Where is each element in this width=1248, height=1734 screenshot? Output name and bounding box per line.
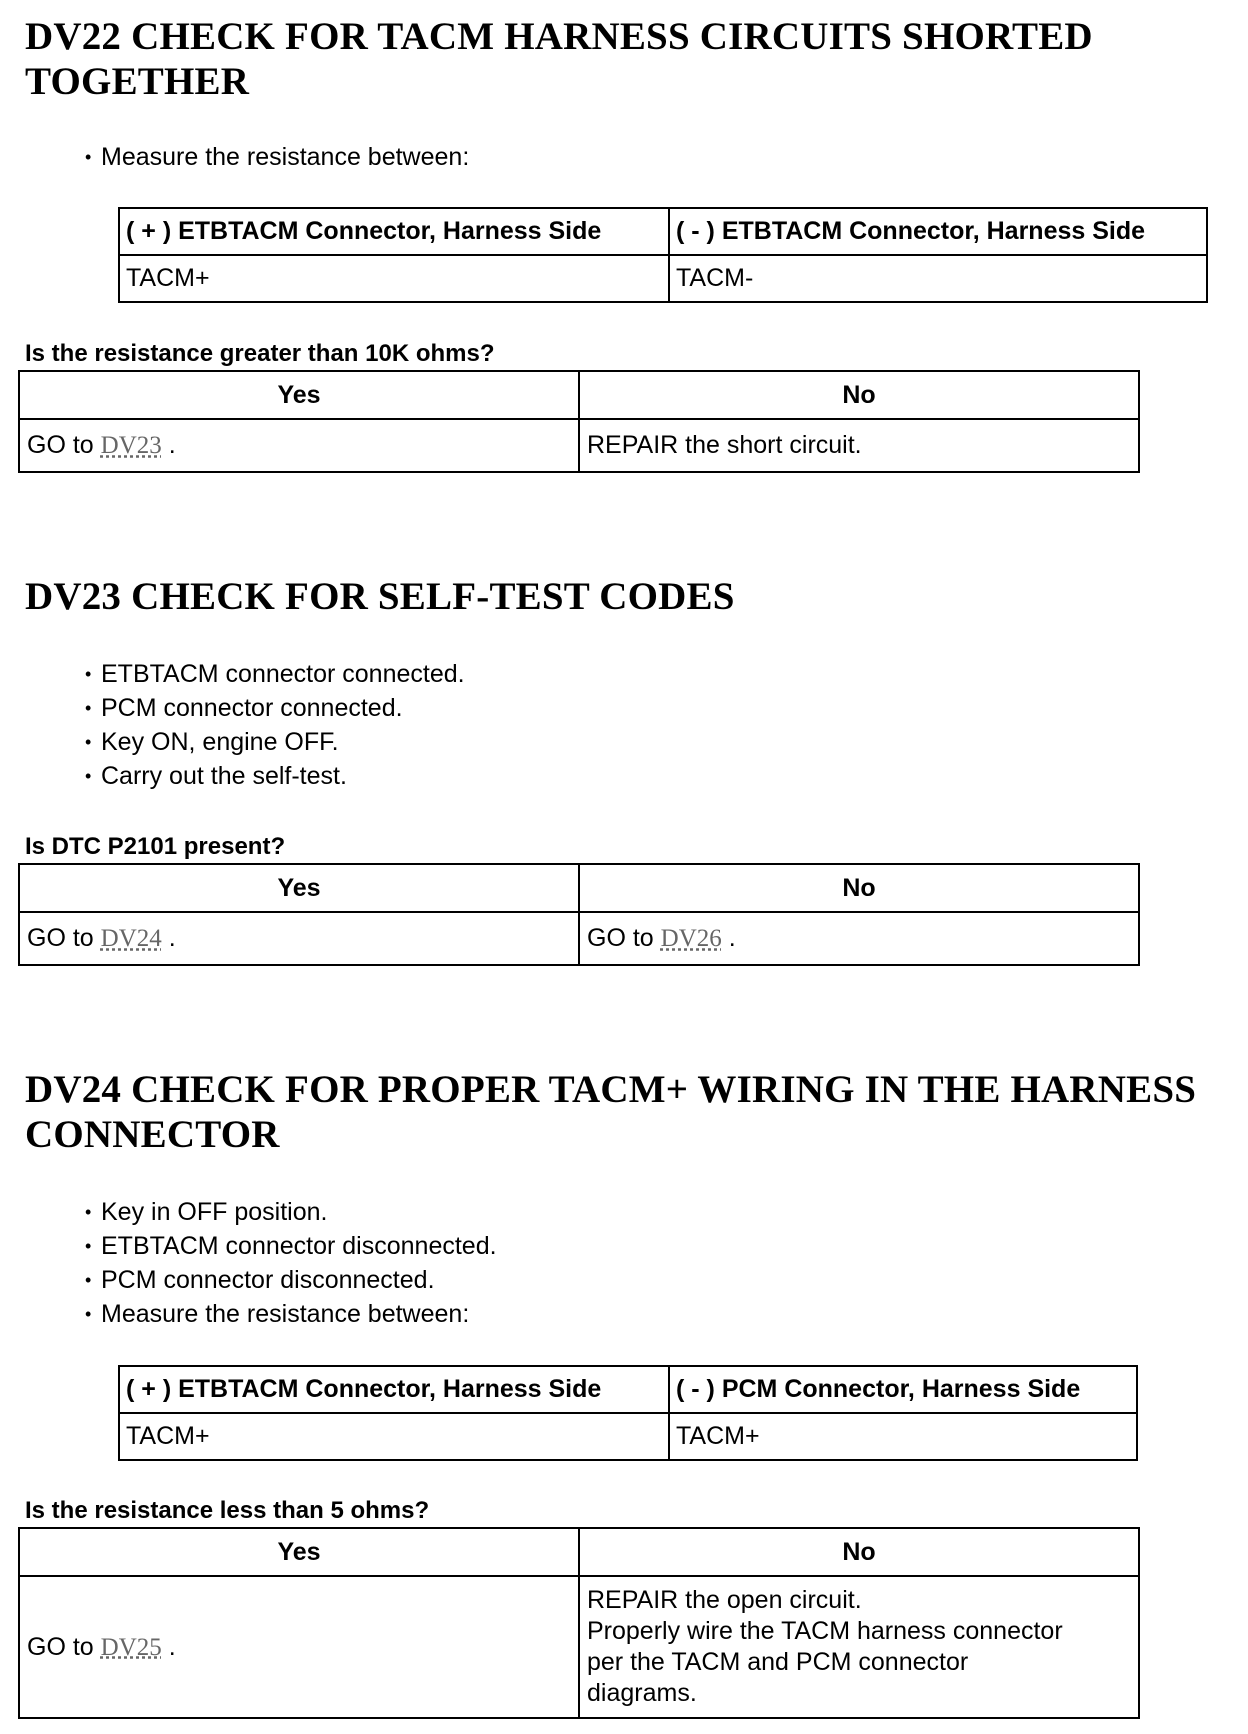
list-item: • Carry out the self-test.	[85, 759, 465, 793]
dv22-bullet-list	[85, 140, 469, 174]
negative-connector-header: ( - ) PCM Connector, Harness Side	[669, 1366, 1137, 1413]
bullet-icon: •	[85, 698, 92, 718]
dv24-question: Is the resistance less than 5 ohms?	[25, 1497, 430, 1524]
dv22-connector-table	[118, 207, 1208, 303]
dv22-result-table	[18, 370, 1140, 473]
dv23-result-table	[18, 863, 1140, 966]
table-row	[19, 371, 1139, 419]
yes-action: GO to DV24 .	[19, 912, 579, 965]
yes-header: Yes	[19, 1528, 579, 1576]
dv23-bullet-list	[85, 657, 465, 793]
table-row	[19, 864, 1139, 912]
table-row	[119, 1413, 1137, 1460]
list-item: • Measure the resistance between:	[85, 1297, 497, 1331]
table-row	[119, 1366, 1137, 1413]
negative-pin: TACM+	[669, 1413, 1137, 1460]
positive-pin: TACM+	[119, 1413, 669, 1460]
no-header: No	[579, 864, 1139, 912]
dv22-section	[25, 14, 1205, 104]
list-item: • PCM connector disconnected.	[85, 1263, 497, 1297]
dv23-title: DV23 CHECK FOR SELF-TEST CODES	[25, 575, 735, 618]
dv24-section	[25, 1067, 1225, 1157]
no-header: No	[579, 371, 1139, 419]
dv23-question: Is DTC P2101 present?	[25, 833, 286, 860]
positive-connector-header: ( + ) ETBTACM Connector, Harness Side	[119, 208, 669, 255]
dv24-link[interactable]: DV24	[100, 925, 162, 952]
table-row	[119, 255, 1207, 302]
list-item: • ETBTACM connector disconnected.	[85, 1229, 497, 1263]
no-header: No	[579, 1528, 1139, 1576]
bullet-icon: •	[85, 664, 92, 684]
bullet-icon: •	[85, 147, 92, 167]
bullet-icon: •	[85, 1202, 92, 1222]
table-row	[19, 1528, 1139, 1576]
dv24-bullet-list	[85, 1195, 497, 1331]
list-item: • Measure the resistance between:	[85, 140, 469, 174]
negative-connector-header: ( - ) ETBTACM Connector, Harness Side	[669, 208, 1207, 255]
table-row	[19, 912, 1139, 965]
list-item: • ETBTACM connector connected.	[85, 657, 465, 691]
positive-connector-header: ( + ) ETBTACM Connector, Harness Side	[119, 1366, 669, 1413]
list-item: • PCM connector connected.	[85, 691, 465, 725]
list-item: • Key ON, engine OFF.	[85, 725, 465, 759]
yes-header: Yes	[19, 864, 579, 912]
negative-pin: TACM-	[669, 255, 1207, 302]
positive-pin: TACM+	[119, 255, 669, 302]
no-action: REPAIR the short circuit.	[579, 419, 1139, 472]
dv23-section	[25, 574, 735, 619]
dv24-connector-table	[118, 1365, 1138, 1461]
bullet-icon: •	[85, 1270, 92, 1290]
dv26-link[interactable]: DV26	[660, 925, 722, 952]
yes-header: Yes	[19, 371, 579, 419]
dv25-link[interactable]: DV25	[100, 1633, 162, 1661]
yes-action: GO to DV23 .	[19, 419, 579, 472]
bullet-icon: •	[85, 1236, 92, 1256]
dv22-title: DV22 CHECK FOR TACM HARNESS CIRCUITS SHORTED TOGETHER	[25, 15, 1093, 103]
dv24-title: DV24 CHECK FOR PROPER TACM+ WIRING IN THE HARNESS CONNECTOR	[25, 1068, 1197, 1156]
bullet-icon: •	[85, 1304, 92, 1324]
bullet-icon: •	[85, 766, 92, 786]
list-item: • Key in OFF position.	[85, 1195, 497, 1229]
table-row	[19, 419, 1139, 472]
dv23-link[interactable]: DV23	[100, 432, 162, 459]
bullet-icon: •	[85, 732, 92, 752]
dv22-question: Is the resistance greater than 10K ohms?	[25, 340, 495, 367]
no-action: REPAIR the open circuit. Properly wire the TACM harness connector per the TACM and PCM connector diagrams.	[579, 1576, 1139, 1718]
dv24-result-table	[18, 1527, 1140, 1719]
yes-action: GO to DV25 .	[19, 1576, 579, 1718]
table-row	[19, 1576, 1139, 1718]
no-action: GO to DV26 .	[579, 912, 1139, 965]
table-row	[119, 208, 1207, 255]
